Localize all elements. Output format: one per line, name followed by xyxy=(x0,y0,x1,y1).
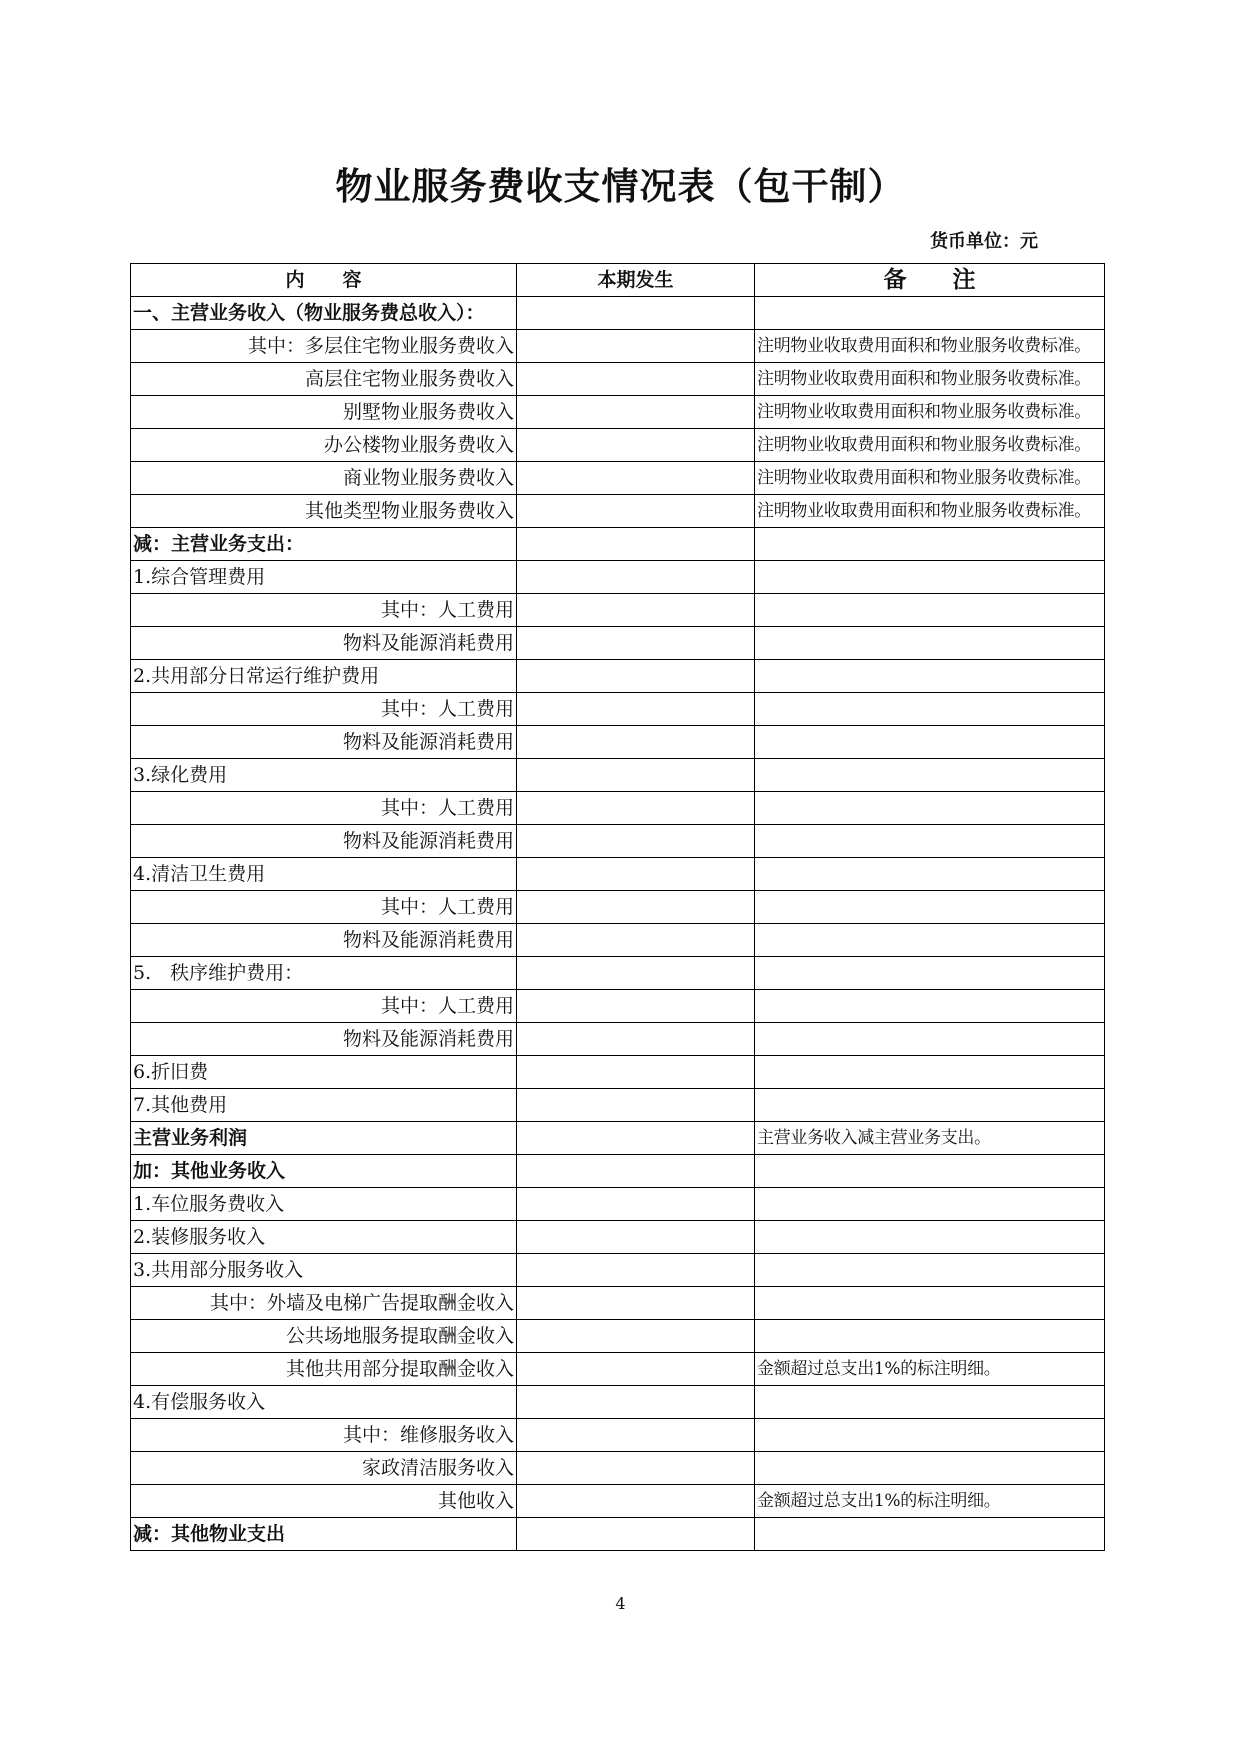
row-content: 其中：外墙及电梯广告提取酬金收入 xyxy=(131,1287,517,1320)
header-content: 内 容 xyxy=(131,264,517,297)
row-amount xyxy=(517,1221,755,1254)
row-content: 物料及能源消耗费用 xyxy=(131,825,517,858)
row-note xyxy=(755,957,1105,990)
row-content: 其中：人工费用 xyxy=(131,693,517,726)
row-amount xyxy=(517,1320,755,1353)
row-amount xyxy=(517,1056,755,1089)
row-content: 5. 秩序维护费用： xyxy=(131,957,517,990)
row-content: 其中：人工费用 xyxy=(131,990,517,1023)
row-amount xyxy=(517,924,755,957)
row-amount xyxy=(517,825,755,858)
header-amount: 本期发生 xyxy=(517,264,755,297)
row-note xyxy=(755,693,1105,726)
table-body xyxy=(131,297,1105,1551)
row-content: 物料及能源消耗费用 xyxy=(131,924,517,957)
table-row xyxy=(131,1485,1105,1518)
row-content: 7.其他费用 xyxy=(131,1089,517,1122)
row-content: 其中：人工费用 xyxy=(131,594,517,627)
row-note xyxy=(755,1320,1105,1353)
row-note xyxy=(755,990,1105,1023)
row-note xyxy=(755,1089,1105,1122)
page-number: 4 xyxy=(615,1594,626,1613)
row-amount xyxy=(517,1353,755,1386)
row-amount xyxy=(517,891,755,924)
table-row xyxy=(131,594,1105,627)
row-content: 4.清洁卫生费用 xyxy=(131,858,517,891)
table-row xyxy=(131,1023,1105,1056)
row-content: 物料及能源消耗费用 xyxy=(131,1023,517,1056)
row-note xyxy=(755,924,1105,957)
row-content: 3.绿化费用 xyxy=(131,759,517,792)
row-amount xyxy=(517,396,755,429)
currency-unit: 货币单位：元 xyxy=(930,231,1038,252)
row-content: 减：主营业务支出： xyxy=(131,528,517,561)
row-content: 商业物业服务费收入 xyxy=(131,462,517,495)
row-note: 金额超过总支出1%的标注明细。 xyxy=(755,1353,1105,1386)
row-note xyxy=(755,528,1105,561)
table-row xyxy=(131,561,1105,594)
row-amount xyxy=(517,1287,755,1320)
table-row xyxy=(131,297,1105,330)
row-note xyxy=(755,1155,1105,1188)
table-row xyxy=(131,660,1105,693)
row-note xyxy=(755,726,1105,759)
row-content: 其他共用部分提取酬金收入 xyxy=(131,1353,517,1386)
row-amount xyxy=(517,297,755,330)
table-row xyxy=(131,957,1105,990)
table-row xyxy=(131,1287,1105,1320)
table-row xyxy=(131,1254,1105,1287)
row-amount xyxy=(517,462,755,495)
row-content: 高层住宅物业服务费收入 xyxy=(131,363,517,396)
table-row xyxy=(131,1419,1105,1452)
row-content: 一、主营业务收入（物业服务费总收入）： xyxy=(131,297,517,330)
row-amount xyxy=(517,1386,755,1419)
row-amount xyxy=(517,990,755,1023)
row-content: 4.有偿服务收入 xyxy=(131,1386,517,1419)
header-note: 备 注 xyxy=(755,264,1105,297)
row-amount xyxy=(517,495,755,528)
table-row xyxy=(131,462,1105,495)
table-row xyxy=(131,330,1105,363)
row-note xyxy=(755,1452,1105,1485)
table-row xyxy=(131,1452,1105,1485)
row-content: 其中：多层住宅物业服务费收入 xyxy=(131,330,517,363)
row-content: 别墅物业服务费收入 xyxy=(131,396,517,429)
row-note: 注明物业收取费用面积和物业服务收费标准。 xyxy=(755,495,1105,528)
row-content: 公共场地服务提取酬金收入 xyxy=(131,1320,517,1353)
row-note xyxy=(755,660,1105,693)
row-note xyxy=(755,297,1105,330)
row-content: 其他类型物业服务费收入 xyxy=(131,495,517,528)
row-amount xyxy=(517,627,755,660)
table-row xyxy=(131,924,1105,957)
row-amount xyxy=(517,561,755,594)
row-content: 3.共用部分服务收入 xyxy=(131,1254,517,1287)
table-row xyxy=(131,429,1105,462)
table-row xyxy=(131,1122,1105,1155)
row-amount xyxy=(517,1452,755,1485)
table-row xyxy=(131,495,1105,528)
table-row xyxy=(131,396,1105,429)
row-note xyxy=(755,891,1105,924)
table-row xyxy=(131,1188,1105,1221)
row-amount xyxy=(517,957,755,990)
row-amount xyxy=(517,1155,755,1188)
row-content: 办公楼物业服务费收入 xyxy=(131,429,517,462)
row-note xyxy=(755,858,1105,891)
table-row xyxy=(131,726,1105,759)
row-amount xyxy=(517,1122,755,1155)
row-content: 主营业务利润 xyxy=(131,1122,517,1155)
table-row xyxy=(131,1386,1105,1419)
row-amount xyxy=(517,1419,755,1452)
row-note: 注明物业收取费用面积和物业服务收费标准。 xyxy=(755,330,1105,363)
table-header-row xyxy=(131,264,1105,297)
table-row xyxy=(131,759,1105,792)
row-content: 物料及能源消耗费用 xyxy=(131,627,517,660)
row-amount xyxy=(517,759,755,792)
row-note: 注明物业收取费用面积和物业服务收费标准。 xyxy=(755,396,1105,429)
table-row xyxy=(131,792,1105,825)
table-row xyxy=(131,1320,1105,1353)
table-row xyxy=(131,1155,1105,1188)
table-row xyxy=(131,825,1105,858)
row-amount xyxy=(517,528,755,561)
table-row xyxy=(131,627,1105,660)
table-row xyxy=(131,891,1105,924)
row-content: 家政清洁服务收入 xyxy=(131,1452,517,1485)
row-content: 加：其他业务收入 xyxy=(131,1155,517,1188)
table-row xyxy=(131,1353,1105,1386)
row-note xyxy=(755,1518,1105,1551)
row-amount xyxy=(517,1518,755,1551)
row-note xyxy=(755,627,1105,660)
row-amount xyxy=(517,363,755,396)
row-amount xyxy=(517,1485,755,1518)
row-amount xyxy=(517,1089,755,1122)
row-amount xyxy=(517,1254,755,1287)
row-amount xyxy=(517,792,755,825)
row-content: 2.装修服务收入 xyxy=(131,1221,517,1254)
row-amount xyxy=(517,858,755,891)
row-amount xyxy=(517,1188,755,1221)
row-note xyxy=(755,1386,1105,1419)
row-note xyxy=(755,1419,1105,1452)
row-note xyxy=(755,1023,1105,1056)
row-content: 其他收入 xyxy=(131,1485,517,1518)
row-note xyxy=(755,594,1105,627)
row-content: 1.车位服务费收入 xyxy=(131,1188,517,1221)
row-note xyxy=(755,1188,1105,1221)
row-note xyxy=(755,759,1105,792)
table-row xyxy=(131,1089,1105,1122)
row-note xyxy=(755,792,1105,825)
row-amount xyxy=(517,693,755,726)
table-row xyxy=(131,858,1105,891)
table-row xyxy=(131,1221,1105,1254)
row-note xyxy=(755,561,1105,594)
row-note: 金额超过总支出1%的标注明细。 xyxy=(755,1485,1105,1518)
row-note: 注明物业收取费用面积和物业服务收费标准。 xyxy=(755,363,1105,396)
row-note xyxy=(755,1287,1105,1320)
fee-table xyxy=(130,263,1105,1551)
row-content: 其中：人工费用 xyxy=(131,891,517,924)
row-note xyxy=(755,1056,1105,1089)
row-content: 其中：维修服务收入 xyxy=(131,1419,517,1452)
row-note: 注明物业收取费用面积和物业服务收费标准。 xyxy=(755,429,1105,462)
row-content: 2.共用部分日常运行维护费用 xyxy=(131,660,517,693)
table-row xyxy=(131,528,1105,561)
table-row xyxy=(131,990,1105,1023)
row-content: 1.综合管理费用 xyxy=(131,561,517,594)
row-note xyxy=(755,1254,1105,1287)
row-amount xyxy=(517,726,755,759)
row-note: 注明物业收取费用面积和物业服务收费标准。 xyxy=(755,462,1105,495)
row-amount xyxy=(517,330,755,363)
table-row xyxy=(131,363,1105,396)
row-note: 主营业务收入减主营业务支出。 xyxy=(755,1122,1105,1155)
table-row xyxy=(131,693,1105,726)
row-content: 减：其他物业支出 xyxy=(131,1518,517,1551)
row-content: 物料及能源消耗费用 xyxy=(131,726,517,759)
row-amount xyxy=(517,660,755,693)
row-amount xyxy=(517,429,755,462)
table-row xyxy=(131,1518,1105,1551)
row-note xyxy=(755,825,1105,858)
row-amount xyxy=(517,1023,755,1056)
table-row xyxy=(131,1056,1105,1089)
row-amount xyxy=(517,594,755,627)
row-note xyxy=(755,1221,1105,1254)
page-title: 物业服务费收支情况表（包干制） xyxy=(335,165,906,208)
row-content: 6.折旧费 xyxy=(131,1056,517,1089)
row-content: 其中：人工费用 xyxy=(131,792,517,825)
